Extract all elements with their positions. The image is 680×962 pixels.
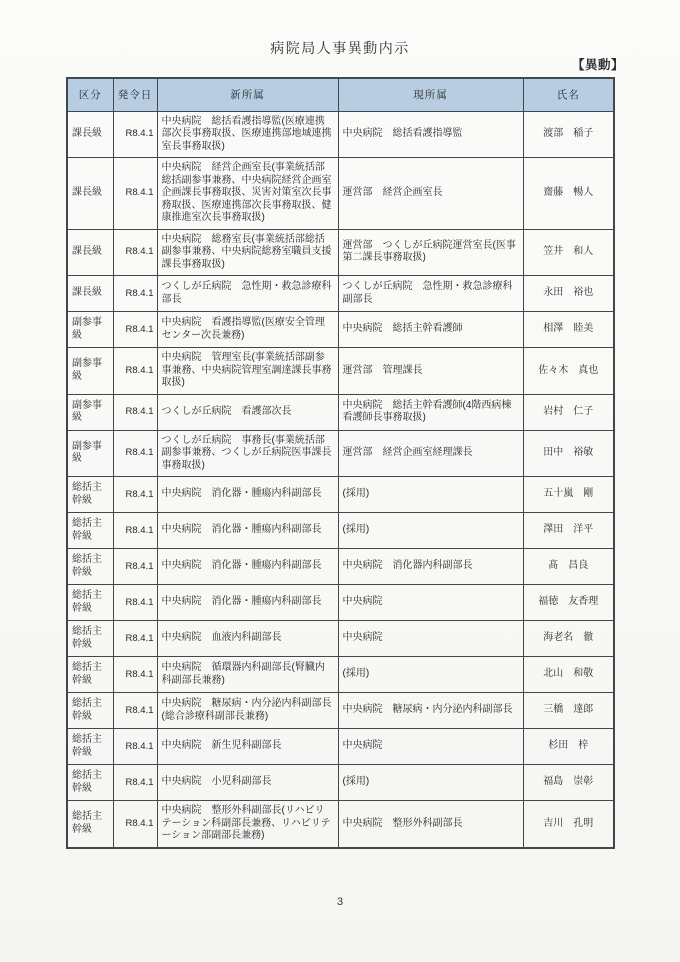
new-assignment-cell: 中央病院 看護指導監(医療安全管理センター次長兼務): [157, 312, 338, 348]
effective-date-cell: R8.4.1: [113, 158, 157, 230]
page-number: 3: [336, 896, 344, 908]
table-row: [67, 158, 614, 230]
new-assignment-cell: 中央病院 消化器・腫瘍内科副部長: [157, 513, 338, 549]
current-assignment-cell: (採用): [338, 657, 523, 693]
name-cell: 相澤 睦美: [523, 312, 614, 348]
table-header-row: [67, 78, 614, 111]
name-cell: 渡部 稲子: [523, 111, 614, 158]
change-type-label: 【異動】: [571, 58, 624, 72]
effective-date-cell: R8.4.1: [113, 693, 157, 729]
name-cell: 田中 裕敏: [523, 430, 614, 477]
new-assignment-cell: 中央病院 消化器・腫瘍内科副部長: [157, 477, 338, 513]
current-assignment-cell: 運営部 経営企画室経理課長: [338, 430, 523, 477]
table-row: [67, 477, 614, 513]
category-cell: 副参事級: [67, 394, 113, 430]
category-cell: 総括主幹級: [67, 801, 113, 848]
name-cell: 福徳 友香理: [523, 585, 614, 621]
new-assignment-cell: 中央病院 消化器・腫瘍内科副部長: [157, 585, 338, 621]
category-cell: 総括主幹級: [67, 513, 113, 549]
category-cell: 総括主幹級: [67, 549, 113, 585]
effective-date-cell: R8.4.1: [113, 657, 157, 693]
name-cell: 海老名 徹: [523, 621, 614, 657]
name-cell: 吉川 孔明: [523, 801, 614, 848]
name-cell: 佐々木 真也: [523, 348, 614, 395]
column-header-current-assignment: 現所属: [338, 78, 523, 111]
current-assignment-cell: 中央病院 整形外科副部長: [338, 801, 523, 848]
table-row: [67, 549, 614, 585]
table-row: [67, 513, 614, 549]
table-row: [67, 111, 614, 158]
table-row: [67, 765, 614, 801]
new-assignment-cell: 中央病院 糖尿病・内分泌内科副部長(総合診療科副部長兼務): [157, 693, 338, 729]
table-row: [67, 729, 614, 765]
category-cell: 総括主幹級: [67, 765, 113, 801]
current-assignment-cell: (採用): [338, 513, 523, 549]
current-assignment-cell: (採用): [338, 477, 523, 513]
table-row: [67, 693, 614, 729]
effective-date-cell: R8.4.1: [113, 111, 157, 158]
effective-date-cell: R8.4.1: [113, 477, 157, 513]
effective-date-cell: R8.4.1: [113, 801, 157, 848]
category-cell: 課長級: [67, 229, 113, 276]
effective-date-cell: R8.4.1: [113, 513, 157, 549]
current-assignment-cell: 運営部 経営企画室長: [338, 158, 523, 230]
effective-date-cell: R8.4.1: [113, 621, 157, 657]
new-assignment-cell: 中央病院 循環器内科副部長(腎臓内科副部長兼務): [157, 657, 338, 693]
table-row: [67, 657, 614, 693]
table-row: [67, 621, 614, 657]
name-cell: 永田 裕也: [523, 276, 614, 312]
effective-date-cell: R8.4.1: [113, 312, 157, 348]
current-assignment-cell: 中央病院 総括看護指導監: [338, 111, 523, 158]
effective-date-cell: R8.4.1: [113, 276, 157, 312]
personnel-table: [66, 77, 615, 849]
name-cell: 北山 和敬: [523, 657, 614, 693]
effective-date-cell: R8.4.1: [113, 729, 157, 765]
new-assignment-cell: 中央病院 消化器・腫瘍内科副部長: [157, 549, 338, 585]
category-cell: 副参事級: [67, 430, 113, 477]
category-cell: 副参事級: [67, 348, 113, 395]
current-assignment-cell: つくしが丘病院 急性期・救急診療科副部長: [338, 276, 523, 312]
name-cell: 五十嵐 剛: [523, 477, 614, 513]
table-row: [67, 276, 614, 312]
column-header-name: 氏名: [523, 78, 614, 111]
name-cell: 齋藤 暢人: [523, 158, 614, 230]
new-assignment-cell: つくしが丘病院 急性期・救急診療科部長: [157, 276, 338, 312]
effective-date-cell: R8.4.1: [113, 229, 157, 276]
current-assignment-cell: 中央病院 総括主幹看護師: [338, 312, 523, 348]
category-cell: 総括主幹級: [67, 621, 113, 657]
effective-date-cell: R8.4.1: [113, 430, 157, 477]
category-cell: 副参事級: [67, 312, 113, 348]
name-cell: 杉田 梓: [523, 729, 614, 765]
new-assignment-cell: 中央病院 整形外科副部長(リハビリテーション科副部長兼務、リハビリテーション部副部長兼務): [157, 801, 338, 848]
category-cell: 総括主幹級: [67, 585, 113, 621]
table-row: [67, 229, 614, 276]
current-assignment-cell: 運営部 管理課長: [338, 348, 523, 395]
effective-date-cell: R8.4.1: [113, 585, 157, 621]
effective-date-cell: R8.4.1: [113, 348, 157, 395]
category-cell: 課長級: [67, 111, 113, 158]
effective-date-cell: R8.4.1: [113, 549, 157, 585]
current-assignment-cell: (採用): [338, 765, 523, 801]
new-assignment-cell: 中央病院 新生児科副部長: [157, 729, 338, 765]
current-assignment-cell: 中央病院 総括主幹看護師(4階西病棟看護師長事務取扱): [338, 394, 523, 430]
current-assignment-cell: 中央病院: [338, 729, 523, 765]
new-assignment-cell: つくしが丘病院 事務長(事業統括部副参事兼務、つくしが丘病院医事課長事務取扱): [157, 430, 338, 477]
category-cell: 総括主幹級: [67, 729, 113, 765]
new-assignment-cell: 中央病院 総務室長(事業統括部総括副参事兼務、中央病院総務室職員支援課長事務取扱): [157, 229, 338, 276]
name-cell: 笠井 和人: [523, 229, 614, 276]
name-cell: 福島 崇彰: [523, 765, 614, 801]
current-assignment-cell: 中央病院: [338, 621, 523, 657]
new-assignment-cell: つくしが丘病院 看護部次長: [157, 394, 338, 430]
name-cell: 髙 昌良: [523, 549, 614, 585]
page-title: 病院局人事異動内示: [270, 40, 410, 56]
table-row: [67, 430, 614, 477]
new-assignment-cell: 中央病院 小児科副部長: [157, 765, 338, 801]
current-assignment-cell: 中央病院 糖尿病・内分泌内科副部長: [338, 693, 523, 729]
category-cell: 総括主幹級: [67, 693, 113, 729]
effective-date-cell: R8.4.1: [113, 765, 157, 801]
effective-date-cell: R8.4.1: [113, 394, 157, 430]
table-row: [67, 348, 614, 395]
column-header-category: 区分: [67, 78, 113, 111]
category-cell: 課長級: [67, 158, 113, 230]
column-header-effective-date: 発令日: [113, 78, 157, 111]
new-assignment-cell: 中央病院 経営企画室長(事業統括部総括副参事兼務、中央病院経営企画室企画課長事務取扱、災害対策室次長事務取扱、医療連携部次長事務取扱、健康推進室次長事務取扱): [157, 158, 338, 230]
table-row: [67, 394, 614, 430]
table-body: [67, 111, 614, 848]
table-row: [67, 585, 614, 621]
category-cell: 総括主幹級: [67, 657, 113, 693]
table-row: [67, 312, 614, 348]
current-assignment-cell: 運営部 つくしが丘病院運営室長(医事第二課長事務取扱): [338, 229, 523, 276]
new-assignment-cell: 中央病院 管理室長(事業統括部副参事兼務、中央病院管理室調達課長事務取扱): [157, 348, 338, 395]
category-cell: 課長級: [67, 276, 113, 312]
new-assignment-cell: 中央病院 血液内科副部長: [157, 621, 338, 657]
current-assignment-cell: 中央病院 消化器内科副部長: [338, 549, 523, 585]
column-header-new-assignment: 新所属: [157, 78, 338, 111]
name-cell: 澤田 洋平: [523, 513, 614, 549]
current-assignment-cell: 中央病院: [338, 585, 523, 621]
category-cell: 総括主幹級: [67, 477, 113, 513]
new-assignment-cell: 中央病院 総括看護指導監(医療連携部次長事務取扱、医療連携部地域連携室長事務取扱): [157, 111, 338, 158]
name-cell: 三橋 達郎: [523, 693, 614, 729]
table-row: [67, 801, 614, 848]
name-cell: 岩村 仁子: [523, 394, 614, 430]
